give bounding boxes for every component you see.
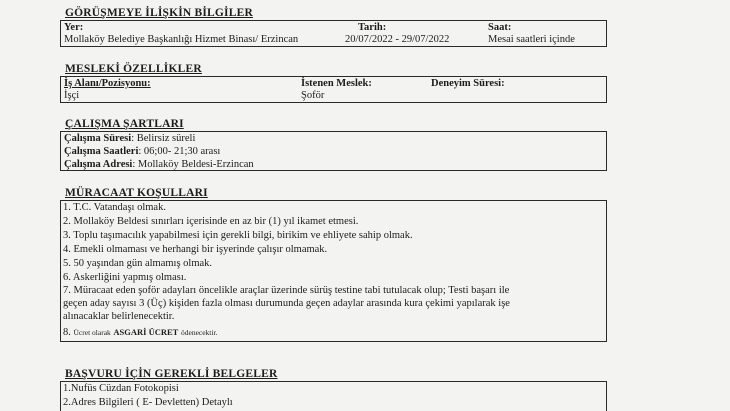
job-label: İstenen Meslek: bbox=[301, 78, 372, 89]
application-item: 7. Müracaat eden şoför adayları öncelikle araçlar üzerinde sürüş testine tabi tutulacak olup; Testi başarı ile bbox=[63, 285, 510, 296]
date-value: 20/07/2022 - 29/07/2022 bbox=[345, 34, 450, 45]
application-item: geçen aday sayısı 3 (Üç) kişiden fazla olması durumunda geçen adaylar arasında kura çekimi yapılarak işe bbox=[63, 298, 510, 309]
duration-value: : Belirsiz süreli bbox=[131, 133, 196, 144]
application-item: 6. Askerliğini yapmış olması. bbox=[63, 272, 187, 283]
hours-value: : 06;00- 21;30 arası bbox=[138, 146, 221, 157]
duration-label: Çalışma Süresi bbox=[64, 133, 132, 144]
area-value: İşçi bbox=[64, 90, 80, 101]
hours-label: Çalışma Saatleri bbox=[64, 146, 139, 157]
wage-bold-text: ASGARİ ÜCRET bbox=[113, 327, 179, 337]
date-label: Tarih: bbox=[358, 22, 387, 33]
address-value: : Mollaköy Beldesi-Erzincan bbox=[132, 159, 254, 170]
job-label-wrap bbox=[301, 78, 372, 90]
experience-label: Deneyim Süresi: bbox=[431, 78, 505, 89]
professional-section-title: MESLEKİ ÖZELLİKLER bbox=[65, 63, 202, 75]
application-item: alınacaklar belirlenecektir. bbox=[63, 311, 175, 322]
document-item: 2.Adres Bilgileri ( E- Devletten) Detaylı bbox=[63, 397, 233, 408]
job-value: Şoför bbox=[301, 90, 325, 101]
address-row bbox=[64, 159, 254, 171]
duration-row bbox=[64, 133, 195, 145]
meeting-info-box bbox=[60, 20, 607, 47]
application-item-wage bbox=[63, 326, 217, 339]
application-item: 1. T.C. Vatandaşı olmak. bbox=[63, 202, 166, 213]
place-label: Yer: bbox=[64, 22, 84, 33]
address-label: Çalışma Adresi bbox=[64, 159, 133, 170]
application-item: 3. Toplu taşımacılık yapabilmesi için gerekli bilgi, birikim ve ehliyete sahip olmak. bbox=[63, 230, 413, 241]
area-label: İş Alanı/Pozisyonu: bbox=[64, 78, 151, 89]
application-item: 2. Mollaköy Beldesi sınırları içerisinde en az bir (1) yıl ikamet etmesi. bbox=[63, 216, 359, 227]
place-value: Mollaköy Belediye Başkanlığı Hizmet Binası/ Erzincan bbox=[64, 34, 299, 45]
wage-post-text: ödenecektir. bbox=[180, 328, 218, 337]
professional-box bbox=[60, 76, 607, 103]
documents-section-title: BAŞVURU İÇİN GEREKLİ BELGELER bbox=[65, 368, 278, 380]
meeting-section-title: GÖRÜŞMEYE İLİŞKİN BİLGİLER bbox=[65, 7, 253, 19]
hours-row bbox=[64, 146, 220, 158]
application-section-title: MÜRACAAT KOŞULLARI bbox=[65, 187, 208, 199]
application-item: 4. Emekli olmaması ve herhangi bir işyerinde çalışır olmamak. bbox=[63, 244, 328, 255]
wage-pre-text: Ücret olarak bbox=[73, 328, 111, 337]
conditions-section-title: ÇALIŞMA ŞARTLARI bbox=[65, 118, 184, 130]
conditions-box bbox=[60, 131, 607, 171]
document-item: 1.Nufüs Cüzdan Fotokopisi bbox=[63, 383, 179, 394]
wage-prefix: 8. bbox=[63, 327, 71, 338]
application-item: 5. 50 yaşından gün almamış olmak. bbox=[63, 258, 213, 269]
time-label: Saat: bbox=[488, 22, 512, 33]
time-value: Mesai saatleri içinde bbox=[488, 34, 575, 45]
